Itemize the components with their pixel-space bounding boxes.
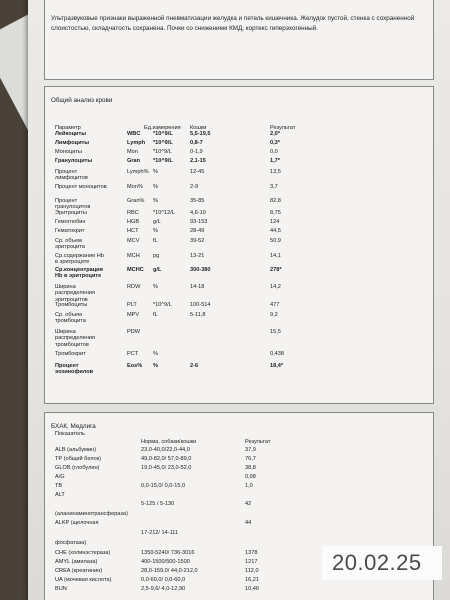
cbc-row-code: Mon% — [127, 184, 143, 190]
cbc-row-code: HGB — [127, 219, 140, 225]
cbc-row-label: Тромбоциты — [55, 302, 88, 308]
cbc-row-norm: 5,5-19,5 — [190, 131, 211, 137]
cbc-row-label: Моноциты — [55, 149, 82, 155]
cbc-row-code: MCV — [127, 238, 140, 244]
cbc-row-code: MCH — [127, 253, 140, 259]
date-stamp: 20.02.25 — [322, 546, 442, 580]
cbc-row-norm: 93-153 — [190, 219, 208, 225]
bio-row-label: ALT — [55, 492, 65, 498]
cbc-title: Общий анализ крови — [51, 97, 113, 104]
cbc-row-norm: 4,6-10 — [190, 210, 206, 216]
cbc-row-result: 0,438 — [270, 351, 284, 357]
cbc-row-unit: % — [153, 198, 158, 204]
cbc-row-label: Процент эозинофилов — [55, 363, 94, 376]
bio-row-result: 1,0 — [245, 483, 253, 489]
cbc-row-norm: 2-6 — [190, 363, 199, 369]
cbc-row-result: 13,5 — [270, 169, 281, 175]
cbc-row-label: Ср.концентрация Hb в эритроците — [55, 267, 103, 280]
bio-row-label: BUN — [55, 586, 67, 592]
cbc-row-code: Gran% — [127, 198, 145, 204]
cbc-row-label: Гемоглобин — [55, 219, 86, 225]
cbc-row-unit: *10^9/L — [153, 158, 173, 164]
cbc-row-label: Ср.содержание Hb в эритроците — [55, 253, 104, 266]
cbc-row-label: Ширина распределения эритроцитов — [55, 284, 95, 303]
cbc-row-label: Тромбокрит — [55, 351, 86, 357]
bio-row-label: GLOB (глобулин) — [55, 465, 100, 471]
cbc-row-unit: *10^9/L — [153, 302, 172, 308]
cbc-header-result: Результат — [270, 125, 296, 131]
cbc-row-unit: g/L — [153, 219, 161, 225]
bio-row-label: A/G — [55, 474, 65, 480]
bio-header-norm: Норма, собаки/кошки — [141, 439, 197, 445]
cbc-row-result: 14,2 — [270, 284, 281, 290]
cbc-row-label: Процент лимфоцитов — [55, 169, 88, 182]
cbc-row-unit: *10^12/L — [153, 210, 175, 216]
bio-header-param: Показатель — [55, 431, 85, 437]
cbc-row-label: Лейкоциты — [55, 131, 87, 137]
bio-row-result: 1378 — [245, 550, 258, 556]
cbc-row-code: Lymph% — [127, 169, 149, 175]
cbc-row-result: 15,5 — [270, 329, 281, 335]
bio-row-label: (аланинаминотрансфераза) — [55, 511, 128, 517]
cbc-row-unit: % — [153, 228, 158, 234]
cbc-row-label: Ср. объем тромбоцита — [55, 312, 86, 325]
bio-row-norm: 49,0-82,0/ 57,0-89,0 — [141, 456, 192, 462]
bio-row-norm: 2,5-9,6/ 4,0-12,90 — [141, 586, 186, 592]
cbc-row-unit: g/L — [153, 267, 162, 273]
cbc-row-label: Эритроциты — [55, 210, 87, 216]
cbc-row-norm: 12-45 — [190, 169, 205, 175]
cbc-row-code: HCT — [127, 228, 139, 234]
cbc-row-result: 477 — [270, 302, 280, 308]
bio-row-norm: 400-1500/500-1500 — [141, 559, 190, 565]
cbc-row-result: 9,2 — [270, 312, 278, 318]
cbc-row-code: PCT — [127, 351, 139, 357]
cbc-row-result: 14,1 — [270, 253, 281, 259]
bio-header-result: Результат — [245, 439, 271, 445]
cbc-row-result: 0,0 — [270, 149, 278, 155]
cbc-row-result: 8,75 — [270, 210, 281, 216]
cbc-row-code: PLT — [127, 302, 137, 308]
cbc-row-unit: *10^9/L — [153, 131, 173, 137]
cbc-row-norm: 0,8-7 — [190, 140, 203, 146]
cbc-row-unit: fL — [153, 238, 158, 244]
cbc-row-label: Ср. объем эритроцита — [55, 238, 85, 251]
bio-row-label: CHE (холинэстераза) — [55, 550, 111, 556]
cbc-row-result: 1,7* — [270, 158, 280, 164]
cbc-section — [44, 86, 434, 404]
cbc-row-code: MPV — [127, 312, 140, 318]
cbc-row-norm: 0-1,9 — [190, 149, 203, 155]
bio-row-norm: 1350-5240/ 736-3016 — [141, 550, 195, 556]
bio-row-norm: 23,0-40,0/22,0-44,0 — [141, 447, 190, 453]
cbc-row-unit: % — [153, 169, 158, 175]
bio-row-norm: 5-125 / 5-130 — [141, 501, 175, 507]
cbc-row-norm: 2-9 — [190, 184, 199, 190]
bio-row-label: фосфатаза) — [55, 540, 87, 546]
cbc-row-norm: 2,1-15 — [190, 158, 206, 164]
cbc-row-result: 124 — [270, 219, 280, 225]
cbc-row-code: WBC — [127, 131, 141, 137]
bio-row-result: 44 — [245, 520, 252, 526]
bio-row-label: TP (общий белок) — [55, 456, 101, 462]
cbc-row-norm: 5-11,8 — [190, 312, 206, 318]
bio-row-norm: 0,0-60,0/ 0,0-60,0 — [141, 577, 186, 583]
cbc-row-unit: fL — [153, 312, 158, 318]
cbc-row-code: Gran — [127, 158, 141, 164]
cbc-row-unit: pg — [153, 253, 160, 259]
bio-title: БХАК, Медлига — [51, 423, 96, 430]
cbc-row-norm: 300-380 — [190, 267, 211, 273]
bio-row-label: ALB (альбумин) — [55, 447, 97, 453]
cbc-row-norm: 28-49 — [190, 228, 205, 234]
bio-row-result: 10,46 — [245, 586, 259, 592]
cbc-header-norm: Кошки — [190, 125, 207, 131]
cbc-row-unit: % — [153, 363, 158, 369]
cbc-row-code: MCHC — [127, 267, 144, 273]
cbc-header-unit: Ед.измерения — [144, 125, 181, 131]
cbc-row-norm: 13-21 — [190, 253, 205, 259]
cbc-row-code: Lymph — [127, 140, 146, 146]
cbc-row-label: Процент моноцитов — [55, 184, 107, 190]
cbc-row-code: Eos% — [127, 363, 143, 369]
lab-report-sheet — [28, 0, 450, 600]
cbc-row-label: Гранулоциты — [55, 158, 93, 164]
cbc-row-unit: *10^9/L — [153, 140, 173, 146]
bio-row-result: 37,9 — [245, 447, 256, 453]
cbc-row-label: Ширина распределения тромбоцитов — [55, 329, 95, 348]
cbc-row-norm: 39-52 — [190, 238, 205, 244]
bio-row-result: 112,0 — [245, 568, 259, 574]
cbc-row-code: PDW — [127, 329, 141, 335]
bio-row-result: 38,8 — [245, 465, 256, 471]
cbc-row-code: RDW — [127, 284, 141, 290]
cbc-row-result: 278* — [270, 267, 282, 273]
bio-row-result: 42 — [245, 501, 252, 507]
bio-row-norm: 19,0-45,0/ 23,0-52,0 — [141, 465, 192, 471]
cbc-row-result: 44,5 — [270, 228, 281, 234]
bio-row-label: AMYL (амилаза) — [55, 559, 98, 565]
bio-row-result: 0,98 — [245, 474, 256, 480]
bio-row-result: 16,21 — [245, 577, 259, 583]
cbc-row-unit: % — [153, 284, 158, 290]
cbc-row-norm: 100-514 — [190, 302, 211, 308]
bio-row-norm: 17-212/ 14-111 — [141, 530, 179, 536]
cbc-row-label: Лимфоциты — [55, 140, 90, 146]
cbc-row-norm: 35-85 — [190, 198, 205, 204]
bio-row-label: ALKP (щелочная — [55, 520, 99, 526]
cbc-row-unit: *10^9/L — [153, 149, 172, 155]
cbc-row-label: Процент гранулоцитов — [55, 198, 91, 211]
cbc-row-result: 18,4* — [270, 363, 284, 369]
bio-row-norm: 0,0-15,0/ 0,0-15,0 — [141, 483, 186, 489]
cbc-row-result: 82,8 — [270, 198, 281, 204]
ultrasound-note-box — [44, 0, 434, 80]
cbc-row-unit: % — [153, 184, 158, 190]
cbc-row-label: Гематокрит — [55, 228, 85, 234]
cbc-row-code: RBC — [127, 210, 139, 216]
ultrasound-note-text: Ультразвуковые признаки выраженной пневматизации желудка и петель кишечника. Желудок пустой, стенка с сохраненной слоистостью, складчатость сохранена. Почки со снижением КМД, кортекс гиперэхогенный. — [51, 15, 415, 32]
cbc-row-unit: % — [153, 351, 158, 357]
bio-row-label: TB — [55, 483, 63, 489]
bio-row-result: 76,7 — [245, 456, 256, 462]
cbc-row-result: 50,9 — [270, 238, 281, 244]
bio-row-label: UA (мочевая кислота) — [55, 577, 112, 583]
cbc-row-result: 3,7 — [270, 184, 278, 190]
cbc-row-result: 0,3* — [270, 140, 280, 146]
bio-row-label: CREA (креатинин) — [55, 568, 103, 574]
bio-row-norm: 28,0-159,0/ 44,0-212,0 — [141, 568, 198, 574]
cbc-row-result: 2,0* — [270, 131, 280, 137]
cbc-row-code: Mon — [127, 149, 138, 155]
cbc-row-norm: 14-18 — [190, 284, 205, 290]
bio-row-result: 1217 — [245, 559, 258, 565]
cbc-header-param: Параметр — [55, 125, 81, 131]
